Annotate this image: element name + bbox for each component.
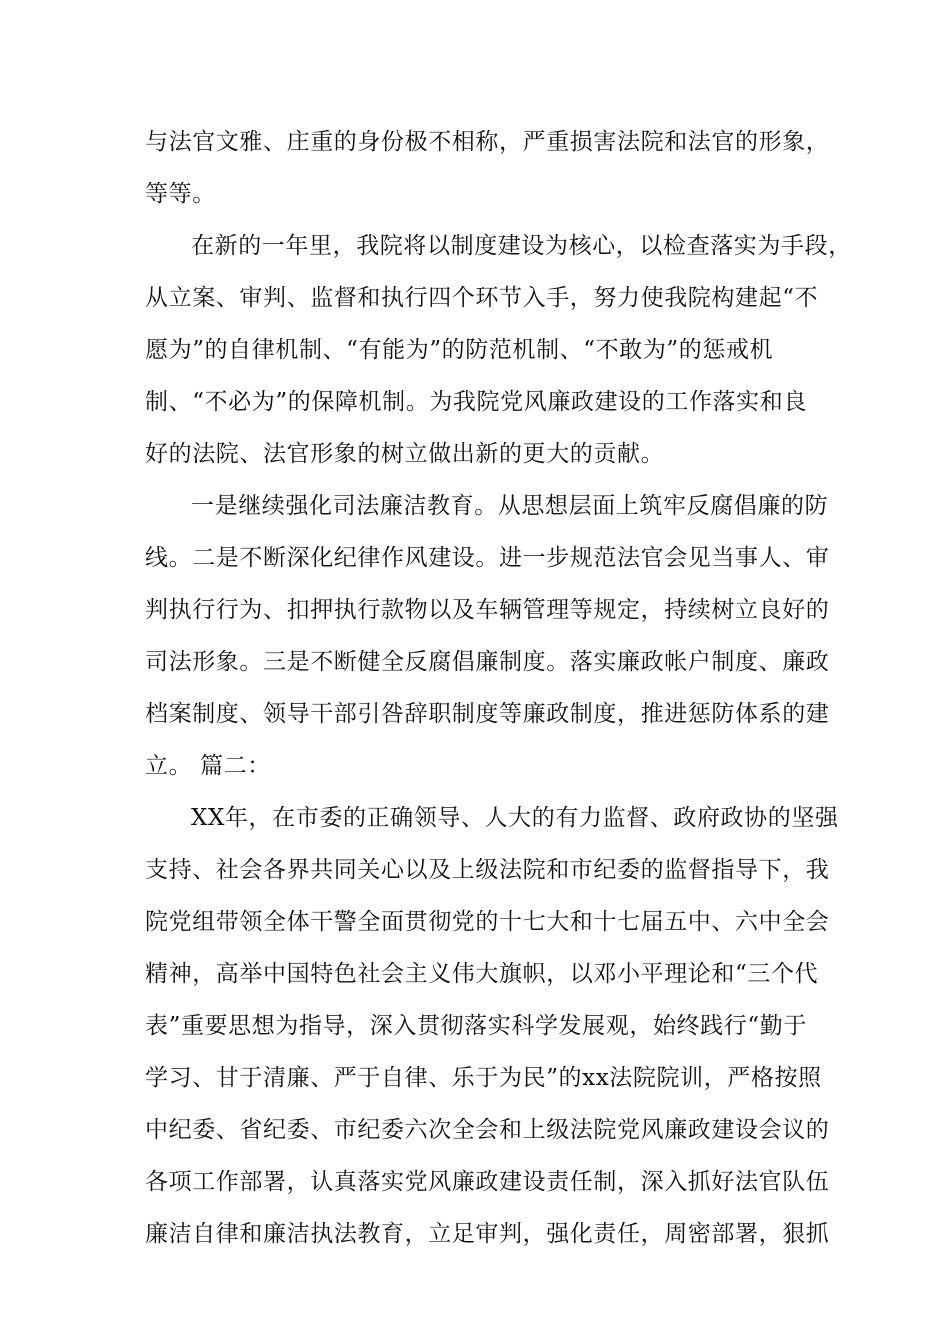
text-line: 档案制度、领导干部引咎辞职制度等廉政制度，推进惩防体系的建: [145, 701, 830, 727]
text-line: 精神，高举中国特色社会主义伟大旗帜，以邓小平理论和“三个代: [145, 961, 819, 987]
text-line: 与法官文雅、庄重的身份极不相称，严重损害法院和法官的形象，: [145, 129, 830, 155]
text-line: 好的法院、法官形象的树立做出新的更大的贡献。: [145, 441, 665, 467]
paragraph-first-line: XX年，在市委的正确领导、人大的有力监督、政府政协的坚强: [191, 805, 839, 831]
text-line: 线。二是不断深化纪律作风建设。进一步规范法官会见当事人、审: [145, 545, 830, 571]
text-line: 中纪委、省纪委、市纪委六次全会和上级法院党风廉政建设会议的: [145, 1117, 830, 1143]
text-line: 制、“不必为”的保障机制。为我院党风廉政建设的工作落实和良: [145, 389, 807, 415]
paragraph-first-line: 在新的一年里，我院将以制度建设为核心，以检查落实为手段，: [191, 233, 852, 259]
text-line: 立。 篇二：: [145, 753, 271, 779]
text-line: 表”重要思想为指导，深入贯彻落实科学发展观，始终践行“勤于: [145, 1013, 807, 1039]
text-line: 各项工作部署，认真落实党风廉政建设责任制，深入抓好法官队伍: [145, 1169, 830, 1195]
text-line: 廉洁自律和廉洁执法教育，立足审判，强化责任，周密部署，狠抓: [145, 1221, 830, 1247]
text-line: 学习、甘于清廉、严于自律、乐于为民”的xx法院院训，严格按照: [145, 1065, 822, 1091]
text-line: 从立案、审判、监督和执行四个环节入手，努力使我院构建起“不: [145, 285, 819, 311]
paragraph-first-line: 一是继续强化司法廉洁教育。从思想层面上筑牢反腐倡廉的防: [191, 493, 829, 519]
text-line: 等等。: [145, 181, 216, 207]
text-line: 判执行行为、扣押执行款物以及车辆管理等规定，持续树立良好的: [145, 597, 830, 623]
text-line: 司法形象。三是不断健全反腐倡廉制度。落实廉政帐户制度、廉政: [145, 649, 830, 675]
text-line: 愿为”的自律机制、“有能为”的防范机制、“不敢为”的惩戒机: [145, 337, 774, 363]
text-line: 支持、社会各界共同关心以及上级法院和市纪委的监督指导下，我: [145, 857, 830, 883]
text-line: 院党组带领全体干警全面贯彻党的十七大和十七届五中、六中全会: [145, 909, 830, 935]
